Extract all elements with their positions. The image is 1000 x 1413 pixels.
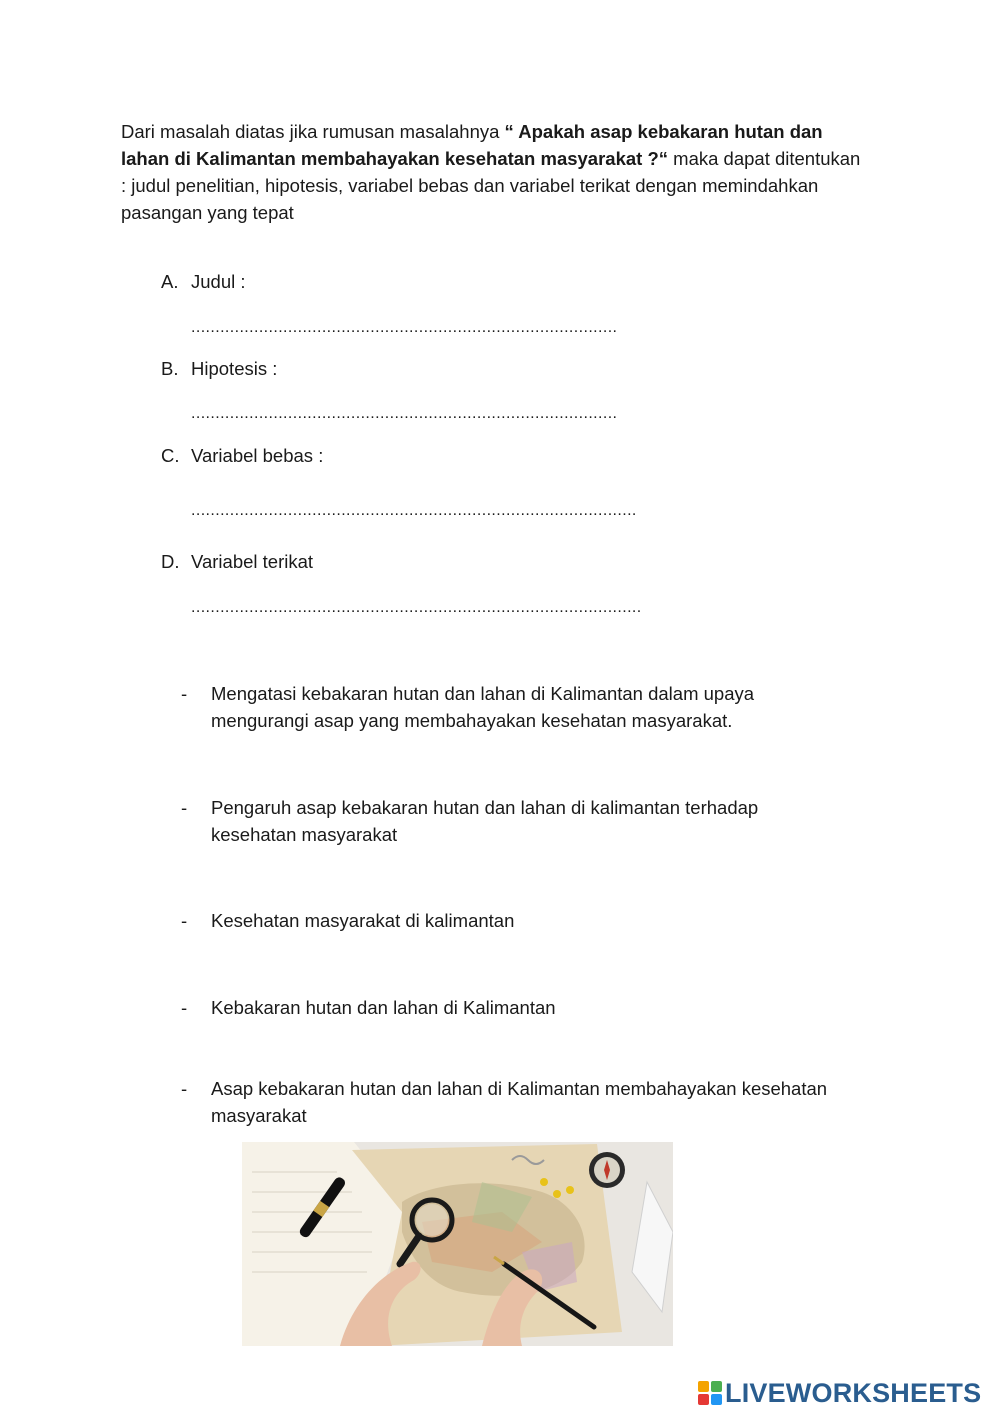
- question-variabel-bebas: [161, 444, 323, 468]
- liveworksheets-wordmark: LIVEWORKSHEETS: [725, 1377, 982, 1408]
- answer-blank-variabel-bebas[interactable]: ............................................................................................: [191, 502, 637, 519]
- answer-blank-judul[interactable]: ........................................................................................: [191, 319, 618, 336]
- question-label: Judul :: [191, 271, 246, 292]
- intro-text: Dari masalah diatas jika rumusan masalahnya: [121, 121, 505, 142]
- option-dash: -: [181, 1078, 188, 1099]
- option-dash: -: [181, 910, 188, 931]
- question-variabel-terikat: [161, 550, 313, 574]
- option-dash: -: [181, 997, 188, 1018]
- question-hipotesis: [161, 357, 277, 381]
- option-text: Pengaruh asap kebakaran hutan dan lahan di kalimantan terhadap kesehatan masyarakat: [211, 797, 759, 845]
- answer-blank-variabel-terikat[interactable]: .............................................................................................: [191, 599, 642, 616]
- question-letter: D.: [161, 551, 180, 572]
- option-dash: -: [181, 797, 188, 818]
- answer-blank-hipotesis[interactable]: ........................................................................................: [191, 405, 618, 422]
- map-research-photo: [242, 1142, 673, 1346]
- option-text: Asap kebakaran hutan dan lahan di Kalimantan membahayakan kesehatan masyarakat: [211, 1078, 828, 1126]
- draggable-option[interactable]: [181, 794, 841, 848]
- draggable-option[interactable]: [181, 1075, 841, 1129]
- question-label: Hipotesis :: [191, 358, 278, 379]
- question-judul: [161, 270, 246, 294]
- option-text: Kesehatan masyarakat di kalimantan: [211, 910, 515, 931]
- option-text: Mengatasi kebakaran hutan dan lahan di Kalimantan dalam upaya mengurangi asap yang membahayakan kesehatan masyarakat.: [211, 683, 755, 731]
- liveworksheets-logo: [698, 1378, 981, 1408]
- draggable-option[interactable]: [181, 680, 841, 734]
- option-dash: -: [181, 683, 188, 704]
- intro-instructions: maka dapat ditentukan : judul penelitian, hipotesis, variabel bebas dan variabel terikat dengan memindahkan pasangan yang tepat: [121, 148, 861, 223]
- question-label: Variabel bebas :: [191, 445, 324, 466]
- option-text: Kebakaran hutan dan lahan di Kalimantan: [211, 997, 556, 1018]
- question-letter: A.: [161, 271, 179, 292]
- draggable-option[interactable]: [181, 907, 841, 934]
- question-label: Variabel terikat: [191, 551, 314, 572]
- intro-paragraph: [121, 118, 861, 226]
- draggable-option[interactable]: [181, 994, 841, 1021]
- liveworksheets-icon: [698, 1381, 722, 1405]
- question-letter: C.: [161, 445, 180, 466]
- research-question: “ Apakah asap kebakaran hutan dan lahan di Kalimantan membahayakan kesehatan masyarakat ?“: [121, 121, 823, 169]
- question-letter: B.: [161, 358, 179, 379]
